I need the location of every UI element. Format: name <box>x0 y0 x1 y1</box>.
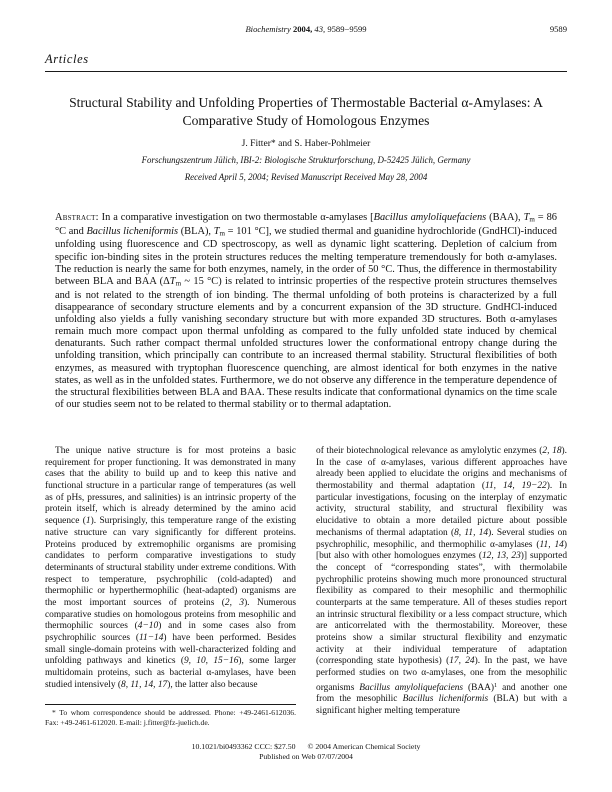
article-title-text: Structural Stability and Unfolding Properties of Thermostable Bacterial α-Amylases: A Comparative Study of Homologous Enzymes <box>69 95 543 128</box>
published-line: Published on Web 07/07/2004 <box>259 752 353 761</box>
footnote-text: * To whom correspondence should be addressed. Phone: +49-2461-612036. Fax: +49-2461-612020. E-mail: j.fitter@fz-juelich.de. <box>45 708 296 727</box>
affiliation: Forschungszentrum Jülich, IBI-2: Biologische Strukturforschung, D-52425 Jülich, Germany <box>141 155 471 165</box>
abstract: Abstract: In a comparative investigation on two thermostable α-amylases [Bacillus amyloliquefaciens (BAA), Tm = 86 °C and Bacillus licheniformis (BLA), Tm = 101 °C], we studied thermal and guanidine hydrochloride (GndHCl)-induced unfolding using fluorescence and CD spectroscopy, as well as dynamic light scattering. Depletion of calcium from specific ion-binding sites in the protein structures reduces the melting temperature tremendously for both α-amylases. The reduction is nearly the same for both enzymes, namely, in the order of 50 °C. Thus, the difference in thermostability between BLA and BAA (ΔTm ~ 15 °C) is related to intrinsic properties of the respective protein structures themselves and is not related to the strength of ion binding. The thermal unfolding of both proteins is characterized by a full disappearance of secondary structure elements and by a concurrent expansion of the 3D structure. GndHCl-induced unfolding also yields a fully vanishing secondary structure but with more expanded 3D structures. Both α-amylases remain much more compact upon thermal unfolding as compared to the fully unfolded state induced by chemical denaturants. Such rather compact thermal unfolded structures lower the conformational entropy change during the unfolding transition, which principally can contribute to an increased thermal stability. Structural flexibilities of both enzymes, as measured with tryptophan fluorescence quenching, are almost identical for both enzymes in the native states, as well as in the unfolded states. Furthermore, we do not observe any difference in the temperature dependence of the structural flexibilities between BLA and BAA. These results indicate that conformational dynamics on the time scale of our studies seem not to be related to thermal stability or to thermal adaptation. <box>55 212 557 410</box>
received-dates: Received April 5, 2004; Revised Manuscript Received May 28, 2004 <box>184 172 428 182</box>
correspondence-footnote <box>45 704 296 727</box>
journal-citation: Biochemistry 2004, 43, 9589−9599 <box>245 24 367 34</box>
footnote-divider <box>45 704 296 705</box>
copyright-text: © 2004 American Chemical Society <box>307 742 421 751</box>
page-number: 9589 <box>549 24 567 34</box>
section-label: Articles <box>45 52 89 66</box>
doi-ccc-text: 10.1021/bi0493362 CCC: $27.50 <box>191 742 296 751</box>
page-footer <box>0 742 612 762</box>
authors: J. Fitter* and S. Haber-Pohlmeier <box>241 138 371 149</box>
section-label-row <box>45 50 567 72</box>
page-header <box>45 24 567 34</box>
doi-line <box>0 742 612 752</box>
body-paragraph-left: The unique native structure is for most proteins a basic requirement for proper functioning. It was demonstrated in many cases that the ability to build up and to keep this native and functional structure in a particular range of temperatures (as well as of pHs, pressures, and salinities) is an intrinsic property of the protein itself, which is already determined by the amino acid sequence (1). Surprisingly, this temperature range of the existing native structure can vary significantly for different proteins. Proteins produced by extremophilic organisms are promising candidates to perform comparative investigations to study determinants of structural stability under extreme conditions. With respect to temperature, psychrophilic (cold-adapted) and thermophilic or hyperthermophilic (heat-adapted) organisms are the most important sources of proteins (2, 3). Numerous comparative studies on homologous proteins from mesophilic and thermophilic sources (4−10) and in some cases also from psychrophilic sources (11−14) have been performed. Besides small single-domain proteins with well-characterized folding and unfolding pathways and kinetics (9, 10, 15−16), some larger multidomain proteins, such as bacterial α-amylases, have been studied intensively (8, 11, 14, 17), the latter also because <box>45 446 297 690</box>
left-column <box>45 446 296 691</box>
right-column <box>316 446 567 718</box>
body-paragraph-right: of their biotechnological relevance as amylolytic enzymes (2, 18). In the case of α-amylases, various different approaches have already been applied to elucidate the origins and mechanisms of thermostability and thermal adaptation (11, 14, 19−22). In particular investigations, focusing on the interplay of enzymatic activity, structural stability, and structural flexibility was elucidative to obtain a more detailed picture about possible mechanisms of thermal adaptation (8, 11, 14). Several studies on psychrophilic, mesophilic, and thermophilic α-amylases (11, 14) [but also with other homologues enzymes (12, 13, 23)] supported the concept of “corresponding states”, with thermolabile pychrophilic proteins showing much more pronounced structural flexibility as compared to their mesophilic and thermophilic counterparts at the same temperature. All of theses studies report an intrinsic structural flexibility or a less compact structure, which are anticorrelated with the thermostability. Moreover, these proteins show a similar structural flexibility and enzymatic activity at their individual temperature of adaptation (corresponding state hypothesis) (17, 24). In the past, we have performed studies on two α-amylases, one from the mesophilic organisms Bacillus amyloliquefaciens (BAA)$^1$ and another one from the mesophilic Bacillus licheniformis (BLA) but with a significant higher melting temperature <box>316 446 568 716</box>
article-title <box>50 94 562 130</box>
